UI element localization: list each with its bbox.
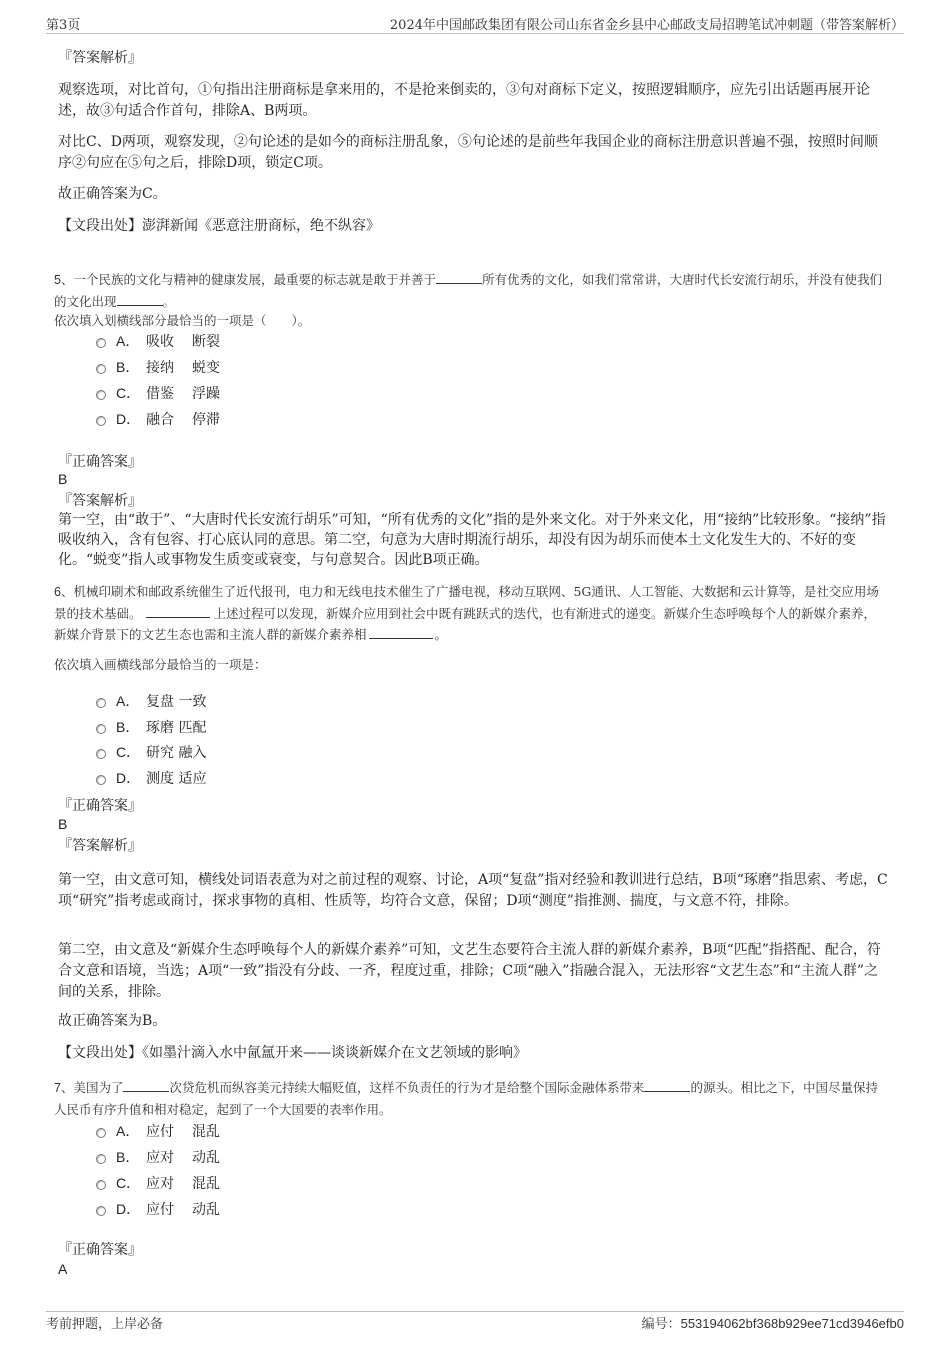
q6-blank-2 — [369, 626, 433, 639]
q5-option-b[interactable]: B． 接纳 蜕变 — [96, 357, 220, 377]
q4-source: 【文段出处】澎湃新闻《恶意注册商标，绝不纵容》 — [58, 218, 380, 234]
q5-analysis-label: 『答案解析』 — [58, 493, 142, 509]
q7-option-c[interactable]: C． 应对 混乱 — [96, 1173, 220, 1193]
q5-correct-label: 『正确答案』 — [58, 454, 142, 470]
q6-instruction: 依次填入画横线部分最恰当的一项是： — [54, 657, 267, 672]
q6-option-a[interactable]: A． 复盘 一致 — [96, 691, 206, 711]
q6-analysis-paragraph-1: 第一空，由文意可知，横线处词语表意为对之前过程的观察、讨论，A项“复盘”指对经验和教训进行总结，B项“琢磨”指思索、考虑，C项“研究”指考虑或商讨，探求事物的真相、性质等，均符合文意，保留；D项“测度”指推测、揣度，与文意不符，排除。 — [58, 872, 888, 909]
document-title: 2024年中国邮政集团有限公司山东省金乡县中心邮政支局招聘笔试冲刺题（带答案解析） — [389, 18, 904, 33]
q7-number: 7、 — [54, 1081, 74, 1095]
q5-option-a[interactable]: A． 吸收 断裂 — [96, 331, 220, 351]
q6-stem: 6、机械印刷术和邮政系统催生了近代报刊，电力和无线电技术催生了广播电视，移动互联网、5G通讯、人工智能、大数据和云计算等，是社交应用场景的技术基础。 上述过程可以发现，新媒介应用到社会中既有跳跃式的迭代，也有渐进式的递变。新媒介生态呼唤每个人的新媒介素养，新媒介背景下的文艺生态也需和主流人群的新媒介素养相 。 — [54, 584, 879, 642]
q5-blank-1 — [436, 271, 482, 284]
q6-correct-answer: B — [58, 816, 68, 832]
q6-conclusion: 故正确答案为B。 — [58, 1013, 167, 1029]
q5-option-d[interactable]: D． 融合 停滞 — [96, 409, 220, 429]
page-header — [46, 14, 904, 33]
radio-button[interactable] — [96, 1128, 106, 1138]
q6-number: 6、 — [54, 585, 74, 599]
footer-divider — [46, 1311, 904, 1312]
q5-analysis: 第一空，由“敢于”、“大唐时代长安流行胡乐”可知，“所有优秀的文化”指的是外来文化。对于外来文化，用“接纳”比较形象。“接纳”指吸收纳入，含有包容、打心底认同的意思。第二空，句意为大唐时期流行胡乐，却没有因为胡乐而使本土文化发生大的、不好的变化。“蜕变”指人或事物发生质变或衰变，与句意契合。因此B项正确。 — [58, 512, 886, 568]
q6-source: 【文段出处】《如墨汁滴入水中氤氲开来——谈谈新媒介在文艺领域的影响》 — [58, 1045, 527, 1061]
q4-analysis-paragraph-2: 对比C、D两项，观察发现，②句论述的是如今的商标注册乱象，⑤句论述的是前些年我国企业的商标注册意识普遍不强，按照时间顺序②句应在⑤句之后，排除D项，锁定C项。 — [58, 134, 878, 171]
q6-analysis-paragraph-2: 第二空，由文意及“新媒介生态呼唤每个人的新媒介素养”可知，文艺生态要符合主流人群的新媒介素养，B项“匹配”指搭配、配合，符合文意和语境，当选；A项“一致”指没有分歧、一齐，程度过重，排除；C项“融入”指融合混入，无法形容“文艺生态”和“主流人群”之间的关系，排除。 — [58, 942, 881, 1000]
q5-number: 5、 — [54, 273, 74, 287]
radio-button[interactable] — [96, 390, 106, 400]
q6-correct-label: 『正确答案』 — [58, 798, 142, 814]
radio-button[interactable] — [96, 698, 106, 708]
q5-correct-answer: B — [58, 471, 68, 487]
radio-button[interactable] — [96, 1154, 106, 1164]
q7-option-b[interactable]: B． 应对 动乱 — [96, 1147, 220, 1167]
q6-analysis-label: 『答案解析』 — [58, 838, 142, 854]
q7-option-d[interactable]: D． 应付 动乱 — [96, 1199, 220, 1219]
document-code: 编号：553194062bf368b929ee71cd3946efb0 — [641, 1316, 904, 1332]
q6-blank-1 — [146, 605, 210, 618]
radio-button[interactable] — [96, 1180, 106, 1190]
page-number: 第3页 — [46, 18, 81, 33]
q5-stem: 5、一个民族的文化与精神的健康发展，最重要的标志就是敢于并善于 所有优秀的文化，如我们常常讲，大唐时代长安流行胡乐，并没有使我们的文化出现 。 — [54, 272, 882, 309]
q6-option-b[interactable]: B． 琢磨 匹配 — [96, 717, 206, 737]
radio-button[interactable] — [96, 1206, 106, 1216]
q6-option-d[interactable]: D． 测度 适应 — [96, 768, 206, 788]
radio-button[interactable] — [96, 724, 106, 734]
q7-stem: 7、美国为了 次贷危机而纵容美元持续大幅贬值，这样不负责任的行为才是给整个国际金融体系带来 的源头。相比之下，中国尽量保持人民币有序升值和相对稳定，起到了一个大国要的表率作用。 — [54, 1080, 878, 1117]
q7-correct-label: 『正确答案』 — [58, 1242, 142, 1258]
page-footer — [46, 1313, 904, 1332]
radio-button[interactable] — [96, 775, 106, 785]
radio-button[interactable] — [96, 338, 106, 348]
q5-option-c[interactable]: C． 借鉴 浮躁 — [96, 383, 220, 403]
radio-button[interactable] — [96, 364, 106, 374]
q5-instruction: 依次填入划横线部分最恰当的一项是（ ）。 — [54, 313, 311, 328]
q5-blank-2 — [117, 293, 163, 306]
q6-option-c[interactable]: C． 研究 融入 — [96, 742, 206, 762]
radio-button[interactable] — [96, 416, 106, 426]
q4-analysis-label: 『答案解析』 — [58, 50, 142, 66]
q7-option-a[interactable]: A． 应付 混乱 — [96, 1121, 220, 1141]
q7-correct-answer: A — [58, 1261, 68, 1277]
q7-blank-1 — [123, 1079, 169, 1092]
header-divider — [46, 33, 904, 34]
q4-analysis-paragraph-1: 观察选项，对比首句，①句指出注册商标是拿来用的，不是抢来倒卖的，③句对商标下定义，按照逻辑顺序，应先引出话题再展开论述，故③句适合作首句，排除A、B两项。 — [58, 82, 870, 119]
footer-slogan: 考前押题，上岸必备 — [46, 1317, 164, 1332]
q7-blank-2 — [644, 1079, 690, 1092]
radio-button[interactable] — [96, 749, 106, 759]
q4-conclusion: 故正确答案为C。 — [58, 186, 167, 202]
